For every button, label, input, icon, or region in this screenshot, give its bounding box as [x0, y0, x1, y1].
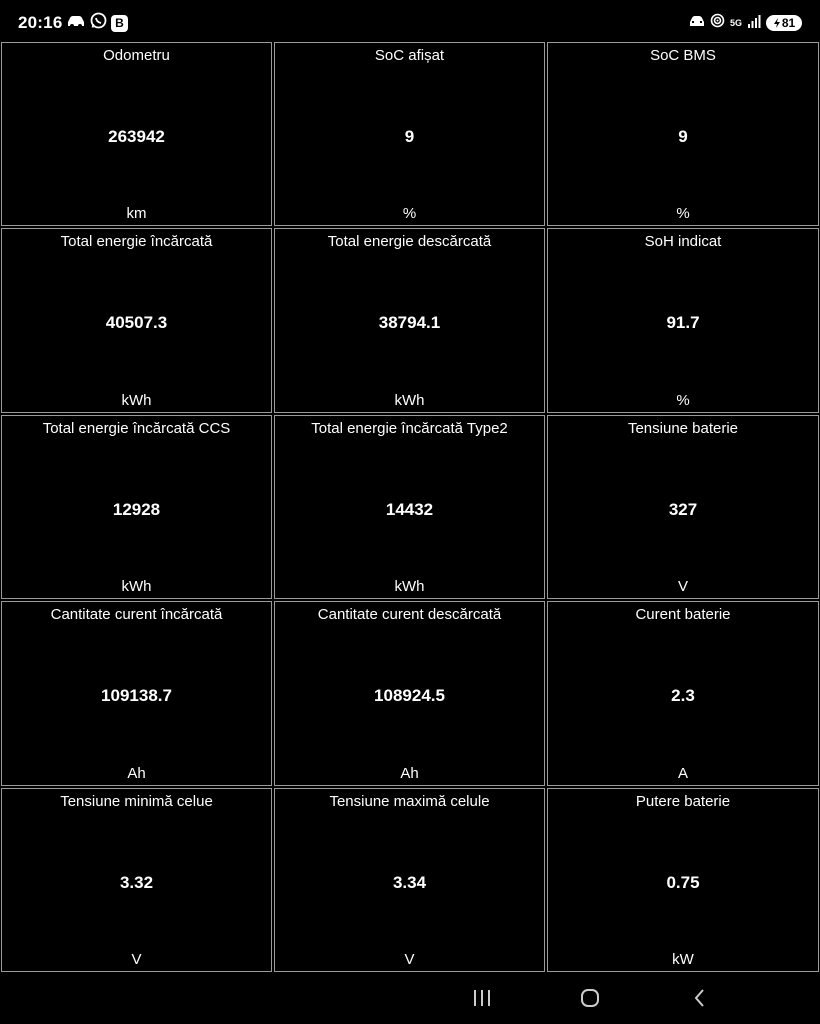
data-cell[interactable] — [1, 788, 272, 972]
status-bar — [0, 0, 820, 40]
cell-title: Cantitate curent încărcată — [50, 606, 223, 624]
data-cell[interactable] — [1, 601, 272, 785]
cell-unit: A — [677, 764, 688, 782]
cell-unit: V — [131, 950, 142, 968]
data-cell[interactable] — [547, 415, 819, 599]
hotspot-icon — [710, 13, 725, 33]
cell-title: SoH indicat — [644, 233, 722, 251]
home-icon — [580, 988, 600, 1008]
cell-value: 40507.3 — [105, 313, 168, 333]
cell-title: Putere baterie — [635, 792, 731, 810]
battery-level: 81 — [781, 16, 796, 30]
data-cell[interactable] — [1, 228, 272, 412]
cell-unit: V — [404, 950, 415, 968]
cell-value: 38794.1 — [378, 313, 441, 333]
cell-title: Tensiune baterie — [627, 419, 739, 437]
cell-unit: % — [676, 391, 690, 409]
recents-button[interactable] — [467, 985, 497, 1011]
5g-icon — [730, 19, 742, 28]
data-cell[interactable] — [274, 42, 545, 226]
back-button[interactable] — [685, 985, 715, 1011]
data-cell[interactable] — [547, 601, 819, 785]
back-icon — [692, 988, 708, 1008]
data-cell[interactable] — [1, 42, 272, 226]
cell-unit: kWh — [121, 391, 152, 409]
cell-title: Tensiune maximă celule — [329, 792, 490, 810]
cell-value: 109138.7 — [101, 686, 172, 706]
cell-value: 263942 — [108, 127, 165, 146]
cell-unit: kWh — [121, 578, 152, 596]
cell-title: Tensiune minimă celue — [60, 792, 213, 810]
cell-unit: V — [677, 578, 688, 596]
car-icon — [66, 14, 86, 33]
cell-title: Total energie încărcată — [60, 233, 213, 251]
data-cell[interactable] — [1, 415, 272, 599]
cell-value: 0.75 — [666, 872, 700, 892]
home-button[interactable] — [575, 985, 605, 1011]
car-connected-icon — [689, 14, 705, 33]
network-label: 5G — [729, 17, 742, 28]
cell-title: Odometru — [103, 47, 170, 64]
data-cell[interactable] — [547, 42, 819, 226]
cell-unit: kWh — [394, 391, 425, 409]
battery-data-grid — [0, 41, 820, 973]
signal-icon — [747, 14, 761, 33]
cell-value: 3.34 — [392, 872, 427, 892]
cell-title: Curent baterie — [635, 606, 731, 624]
cell-unit: kW — [672, 950, 694, 968]
cell-value: 2.3 — [671, 686, 695, 706]
cell-unit: kWh — [394, 578, 425, 596]
data-cell[interactable] — [274, 415, 545, 599]
data-cell[interactable] — [274, 228, 545, 412]
cell-unit: km — [126, 205, 147, 223]
cell-value: 9 — [404, 127, 415, 146]
cell-value: 9 — [678, 127, 688, 146]
cell-unit: % — [676, 205, 690, 223]
cell-title: Total energie încărcată CCS — [42, 419, 231, 437]
cell-value: 327 — [668, 499, 698, 519]
cell-title: Total energie încărcată Type2 — [311, 419, 508, 437]
navigation-bar — [0, 973, 820, 1024]
cell-value: 91.7 — [666, 313, 700, 333]
battery-icon — [766, 15, 802, 31]
cell-unit: % — [402, 205, 417, 223]
cell-value: 3.32 — [119, 872, 154, 892]
data-cell[interactable] — [547, 788, 819, 972]
whatsapp-icon — [90, 12, 107, 34]
cell-value: 108924.5 — [374, 686, 445, 706]
data-cell[interactable] — [547, 228, 819, 412]
cell-value: 12928 — [112, 499, 161, 519]
b-app-icon: B — [111, 15, 128, 32]
cell-title: SoC afișat — [374, 47, 445, 64]
cell-title: Cantitate curent descărcată — [317, 606, 502, 624]
data-cell[interactable] — [274, 601, 545, 785]
data-cell[interactable] — [274, 788, 545, 972]
status-time: 20:16 — [18, 13, 63, 32]
cell-value: 14432 — [385, 499, 434, 519]
cell-unit: Ah — [400, 764, 419, 782]
status-right-icons — [689, 14, 802, 32]
cell-title: Total energie descărcată — [327, 233, 492, 251]
cell-title: SoC BMS — [650, 47, 716, 64]
cell-unit: Ah — [127, 764, 146, 782]
recents-icon — [472, 989, 492, 1007]
status-left-icons — [66, 14, 128, 32]
